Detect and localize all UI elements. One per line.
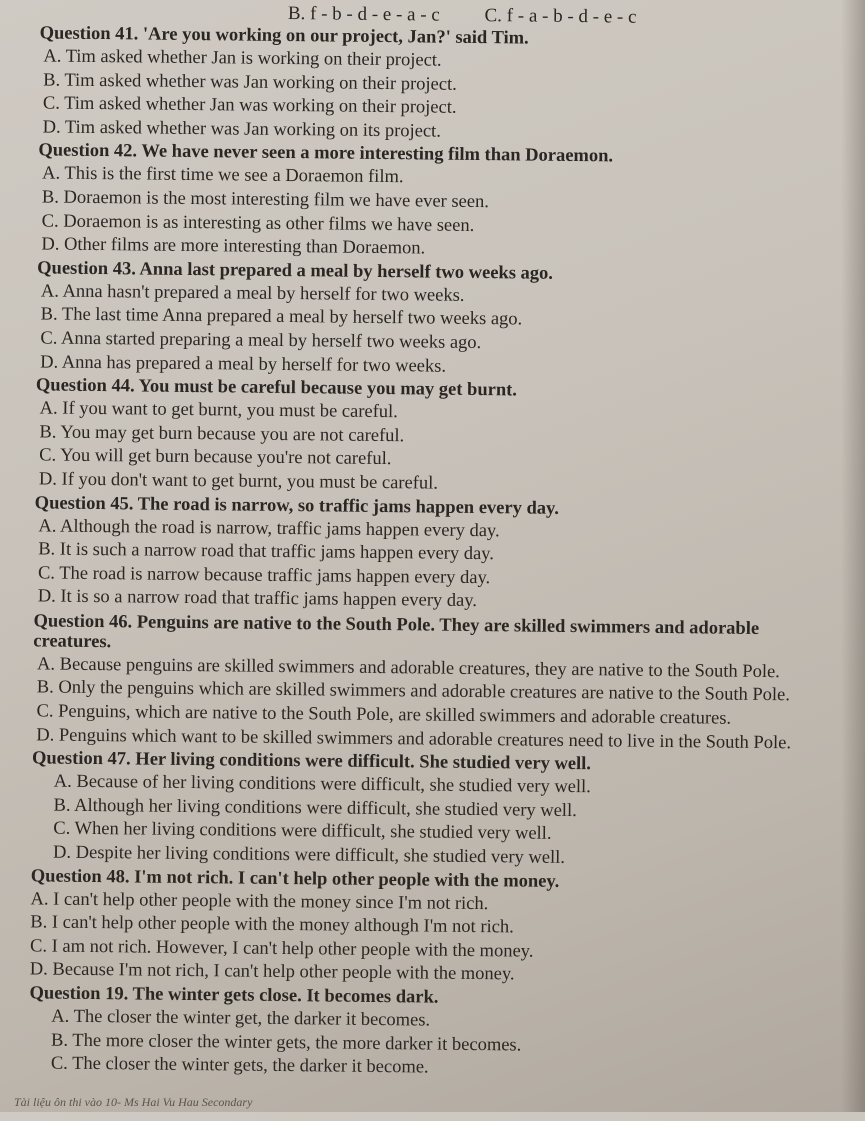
option-c-sequence: C. f - a - b - d - e - c: [484, 5, 637, 28]
option-c: C. Anna started preparing a meal by herself two weeks ago.: [40, 328, 482, 353]
question-43: [36, 257, 842, 383]
option-a: A. This is the first time we see a Doraemon film.: [42, 163, 404, 188]
option-a: A. The closer the winter get, the darker it becomes.: [51, 1006, 431, 1031]
option-a: A. I can't help other people with the money since I'm not rich.: [30, 888, 489, 914]
option-a: A. Because of her living conditions were difficult, she studied very well.: [53, 771, 591, 798]
question-title: Question 43. Anna last prepared a meal by herself two weeks ago.: [37, 258, 554, 284]
option-b: B. It is such a narrow road that traffic jams happen every day.: [38, 539, 494, 565]
question-title: Question 46. Penguins are native to the South Pole. They are skilled swimmers and adorable creatures.: [33, 611, 760, 653]
option-c: C. I am not rich. However, I can't help other people with the money.: [29, 936, 534, 962]
option-b: B. You may get burn because you are not careful.: [39, 422, 405, 446]
option-d: D. It is so a narrow road that traffic jams happen every day.: [37, 586, 478, 612]
footer-caption: Tài liệu ôn thi vào 10- Ms Hai Vu Hau Secondary: [14, 1095, 253, 1109]
question-title: Question 48. I'm not rich. I can't help other people with the money.: [30, 865, 560, 892]
question-48: [30, 865, 836, 991]
option-b: B. Although her living conditions were difficult, she studied very well.: [53, 795, 577, 821]
question-42: [37, 140, 843, 266]
question-title: Question 19. The winter gets close. It becomes dark.: [29, 983, 439, 1008]
option-c: C. The road is narrow because traffic jams happen every day.: [37, 563, 491, 588]
option-d: D. Tim asked whether was Jan working on its project.: [42, 117, 441, 142]
option-b: B. Tim asked whether was Jan working on their project.: [43, 70, 457, 95]
option-c: C. Tim asked whether Jan was working on their project.: [42, 93, 457, 118]
option-d: D. Anna has prepared a meal by herself for two weeks.: [40, 351, 447, 377]
question-45: [34, 492, 840, 618]
option-a: A. Anna hasn't prepared a meal by herself for two weeks.: [40, 281, 465, 306]
option-b: B. The more closer the winter gets, the more darker it becomes.: [51, 1030, 522, 1056]
option-a: A. If you want to get burnt, you must be careful.: [39, 398, 398, 423]
option-c: C. The closer the winter gets, the darker it become.: [50, 1053, 429, 1078]
question-title: Question 42. We have never seen a more interesting film than Doraemon.: [38, 140, 614, 167]
option-a: A. Because penguins are skilled swimmers and adorable creatures, they are native to the South Pole.: [36, 654, 780, 683]
option-b: B. Doraemon is the most interesting film we have ever seen.: [41, 187, 489, 213]
page-edge-shadow: [841, 0, 865, 1112]
question-title: Question 41. 'Are you working on our project, Jan?' said Tim.: [39, 23, 529, 49]
option-b: B. Only the penguins which are skilled swimmers and adorable creatures are native to the South Pole.: [36, 677, 791, 706]
question-title: Question 45. The road is narrow, so traffic jams happen every day.: [34, 492, 560, 519]
option-c: C. Penguins, which are native to the South Pole, are skilled swimmers and adorable creatures.: [36, 701, 732, 729]
question-46: [32, 609, 838, 756]
question-41: [39, 22, 845, 148]
option-d: D. Despite her living conditions were difficult, she studied very well.: [52, 842, 566, 868]
question-title: Question 44. You must be careful because you may get burnt.: [35, 375, 518, 401]
question-19: [29, 982, 835, 1084]
option-c: C. Doraemon is as interesting as other films we have seen.: [41, 211, 475, 236]
option-c: C. You will get burn because you're not careful.: [39, 445, 392, 470]
question-title: Question 47. Her living conditions were difficult. She studied very well.: [31, 748, 592, 775]
option-d: D. Penguins which want to be skilled swimmers and adorable creatures need to live in the South Pole.: [36, 725, 792, 753]
question-47: [31, 748, 837, 874]
option-a: A. Although the road is narrow, traffic jams happen every day.: [38, 515, 500, 541]
question-44: [35, 375, 841, 501]
option-b: B. The last time Anna prepared a meal by herself two weeks ago.: [40, 304, 523, 330]
option-c: C. When her living conditions were difficult, she studied very well.: [53, 819, 552, 845]
option-d: D. Other films are more interesting than Doraemon.: [41, 234, 426, 259]
option-b: B. I can't help other people with the money although I'm not rich.: [30, 912, 514, 938]
option-d: D. If you don't want to get burnt, you must be careful.: [38, 469, 439, 494]
option-d: D. Because I'm not rich, I can't help other people with the money.: [29, 959, 515, 985]
option-a: A. Tim asked whether Jan is working on their project.: [43, 46, 442, 71]
option-b-sequence: B. f - b - d - e - a - c: [287, 3, 440, 26]
